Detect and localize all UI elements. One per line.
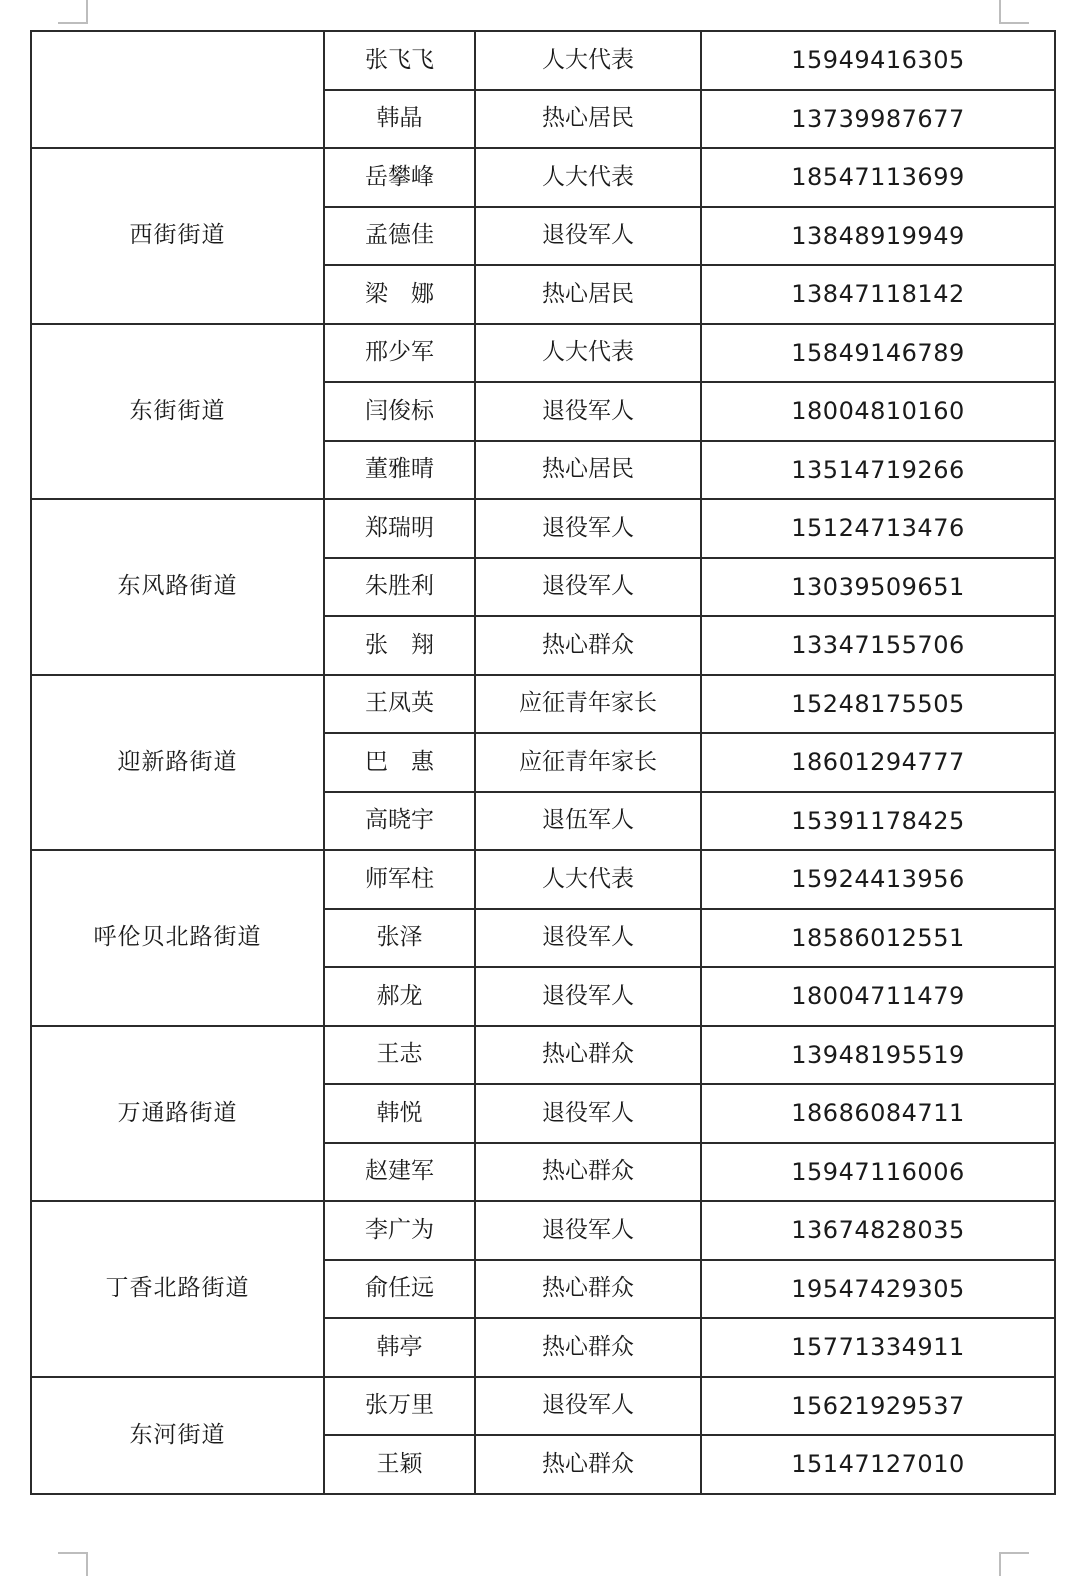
role-cell: 热心居民: [475, 441, 701, 500]
table-row: [31, 1377, 1055, 1436]
phone-cell: 13948195519: [701, 1026, 1055, 1085]
role-cell: 热心居民: [475, 265, 701, 324]
role-cell: 退役军人: [475, 207, 701, 266]
phone-cell: 18601294777: [701, 733, 1055, 792]
name-cell: 张 翔: [324, 616, 475, 675]
district-cell: [31, 31, 324, 148]
phone-cell: 15949416305: [701, 31, 1055, 90]
name-cell: 梁 娜: [324, 265, 475, 324]
name-cell: 张万里: [324, 1377, 475, 1436]
role-cell: 退役军人: [475, 1084, 701, 1143]
page-corner-mark: [999, 1552, 1029, 1576]
name-cell: 王凤英: [324, 675, 475, 734]
role-cell: 退伍军人: [475, 792, 701, 851]
phone-cell: 13514719266: [701, 441, 1055, 500]
district-cell: 东河街道: [31, 1377, 324, 1494]
table-row: [31, 324, 1055, 383]
name-cell: 张泽: [324, 909, 475, 968]
phone-cell: 13347155706: [701, 616, 1055, 675]
role-cell: 热心群众: [475, 1318, 701, 1377]
district-cell: 东街街道: [31, 324, 324, 500]
role-cell: 退役军人: [475, 558, 701, 617]
name-cell: 孟德佳: [324, 207, 475, 266]
phone-cell: 15947116006: [701, 1143, 1055, 1202]
role-cell: 退役军人: [475, 1377, 701, 1436]
name-cell: 邢少军: [324, 324, 475, 383]
name-cell: 韩悦: [324, 1084, 475, 1143]
name-cell: 巴 惠: [324, 733, 475, 792]
name-cell: 闫俊标: [324, 382, 475, 441]
role-cell: 退役军人: [475, 909, 701, 968]
table-row: [31, 1201, 1055, 1260]
contact-table-body: [31, 31, 1055, 1494]
name-cell: 韩亭: [324, 1318, 475, 1377]
phone-cell: 15147127010: [701, 1435, 1055, 1494]
table-row: [31, 148, 1055, 207]
page-corner-mark: [999, 0, 1029, 24]
phone-cell: 15924413956: [701, 850, 1055, 909]
name-cell: 王颖: [324, 1435, 475, 1494]
phone-cell: 15248175505: [701, 675, 1055, 734]
contact-table: [30, 30, 1056, 1495]
phone-cell: 13739987677: [701, 90, 1055, 149]
phone-cell: 15621929537: [701, 1377, 1055, 1436]
phone-cell: 13674828035: [701, 1201, 1055, 1260]
role-cell: 应征青年家长: [475, 733, 701, 792]
district-cell: 呼伦贝北路街道: [31, 850, 324, 1026]
name-cell: 李广为: [324, 1201, 475, 1260]
role-cell: 热心群众: [475, 1026, 701, 1085]
role-cell: 退役军人: [475, 499, 701, 558]
table-row: [31, 675, 1055, 734]
phone-cell: 18586012551: [701, 909, 1055, 968]
name-cell: 岳攀峰: [324, 148, 475, 207]
table-row: [31, 1026, 1055, 1085]
role-cell: 退役军人: [475, 1201, 701, 1260]
district-cell: 西街街道: [31, 148, 324, 324]
phone-cell: 13848919949: [701, 207, 1055, 266]
page-corner-mark: [58, 1552, 88, 1576]
phone-cell: 15391178425: [701, 792, 1055, 851]
name-cell: 董雅晴: [324, 441, 475, 500]
table-row: [31, 31, 1055, 90]
name-cell: 朱胜利: [324, 558, 475, 617]
page-corner-mark: [58, 0, 88, 24]
phone-cell: 18004810160: [701, 382, 1055, 441]
phone-cell: 15124713476: [701, 499, 1055, 558]
name-cell: 高晓宇: [324, 792, 475, 851]
role-cell: 人大代表: [475, 148, 701, 207]
district-cell: 东风路街道: [31, 499, 324, 675]
phone-cell: 15849146789: [701, 324, 1055, 383]
role-cell: 热心群众: [475, 1260, 701, 1319]
phone-cell: 18547113699: [701, 148, 1055, 207]
table-row: [31, 499, 1055, 558]
phone-cell: 18004711479: [701, 967, 1055, 1026]
role-cell: 人大代表: [475, 850, 701, 909]
phone-cell: 15771334911: [701, 1318, 1055, 1377]
role-cell: 退役军人: [475, 382, 701, 441]
role-cell: 退役军人: [475, 967, 701, 1026]
table-row: [31, 850, 1055, 909]
name-cell: 张飞飞: [324, 31, 475, 90]
role-cell: 人大代表: [475, 31, 701, 90]
name-cell: 郝龙: [324, 967, 475, 1026]
role-cell: 热心群众: [475, 616, 701, 675]
role-cell: 人大代表: [475, 324, 701, 383]
role-cell: 热心居民: [475, 90, 701, 149]
role-cell: 热心群众: [475, 1435, 701, 1494]
name-cell: 师军柱: [324, 850, 475, 909]
phone-cell: 18686084711: [701, 1084, 1055, 1143]
role-cell: 应征青年家长: [475, 675, 701, 734]
name-cell: 赵建军: [324, 1143, 475, 1202]
name-cell: 王志: [324, 1026, 475, 1085]
phone-cell: 13039509651: [701, 558, 1055, 617]
phone-cell: 19547429305: [701, 1260, 1055, 1319]
name-cell: 韩晶: [324, 90, 475, 149]
district-cell: 迎新路街道: [31, 675, 324, 851]
role-cell: 热心群众: [475, 1143, 701, 1202]
name-cell: 俞任远: [324, 1260, 475, 1319]
district-cell: 万通路街道: [31, 1026, 324, 1202]
name-cell: 郑瑞明: [324, 499, 475, 558]
district-cell: 丁香北路街道: [31, 1201, 324, 1377]
phone-cell: 13847118142: [701, 265, 1055, 324]
